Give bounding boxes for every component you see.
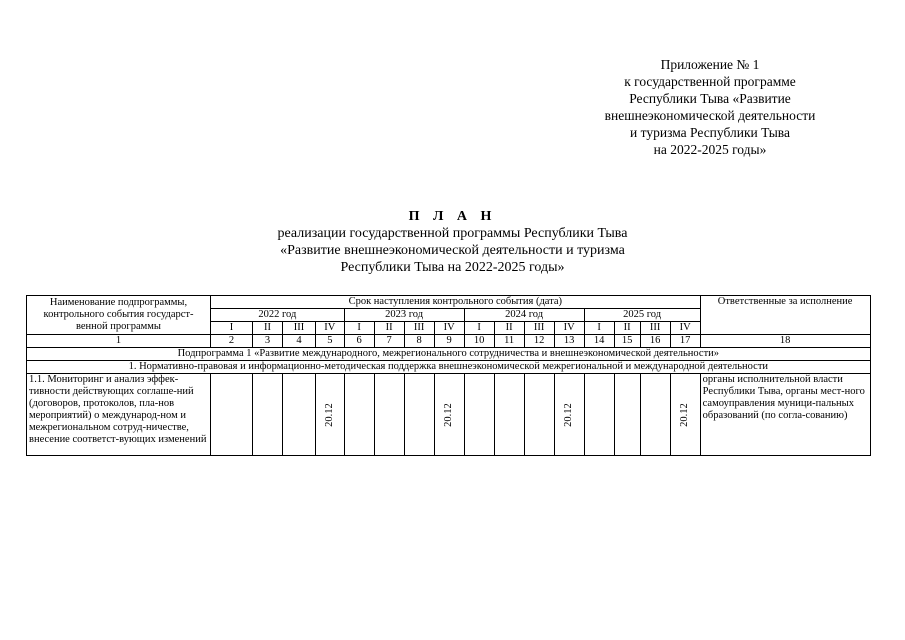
table-row	[27, 374, 871, 456]
date-cell	[494, 374, 524, 456]
appendix-line: на 2022-2025 годы»	[653, 142, 767, 157]
plan-title-line: реализации государственной программы Республики Тыва	[277, 226, 628, 241]
column-number: 1	[27, 335, 211, 348]
appendix-line: Республики Тыва «Развитие	[629, 91, 791, 106]
section-row: 1. Нормативно-правовая и информационно-методическая поддержка внешнеэкономической межрегиональной и международной деятельности	[27, 361, 871, 374]
col-name-header: Наименование подпрограммы, контрольного события государст-венной программы	[27, 296, 211, 335]
deadline-date: 20.12	[679, 402, 691, 427]
date-cell	[524, 374, 554, 456]
responsible-cell: органы исполнительной власти Республики Тыва, органы мест-ного самоуправления муници-пальных образований (по согла-сованию)	[700, 374, 870, 456]
quarter-header: I	[584, 322, 614, 335]
year-header: 2022 год	[211, 309, 345, 322]
date-cell	[584, 374, 614, 456]
date-cell	[464, 374, 494, 456]
quarter-header: I	[344, 322, 374, 335]
quarter-header: III	[283, 322, 316, 335]
appendix-line: внешнеэкономической деятельности	[604, 108, 816, 123]
year-header: 2025 год	[584, 309, 700, 322]
col-deadline-header: Срок наступления контрольного события (дата)	[211, 296, 701, 309]
column-number: 14	[584, 335, 614, 348]
date-cell	[670, 374, 700, 456]
date-cell	[404, 374, 434, 456]
plan-title-line: «Развитие внешнеэкономической деятельности и туризма	[280, 243, 625, 258]
quarter-header: III	[640, 322, 670, 335]
quarter-header: IV	[434, 322, 464, 335]
column-number: 8	[404, 335, 434, 348]
subprogram-row: Подпрограмма 1 «Развитие международного, межрегионального сотрудничества и внешнеэкономической деятельности»	[27, 348, 871, 361]
quarter-header: II	[253, 322, 283, 335]
date-cell	[554, 374, 584, 456]
quarter-header: I	[211, 322, 253, 335]
date-cell	[434, 374, 464, 456]
deadline-date: 20.12	[443, 402, 455, 427]
deadline-date: 20.12	[563, 402, 575, 427]
quarter-header: IV	[670, 322, 700, 335]
column-number: 13	[554, 335, 584, 348]
col-responsible-header: Ответственные за исполнение	[700, 296, 870, 335]
column-number: 12	[524, 335, 554, 348]
year-header: 2023 год	[344, 309, 464, 322]
column-number: 3	[253, 335, 283, 348]
deadline-date: 20.12	[323, 402, 335, 427]
year-header: 2024 год	[464, 309, 584, 322]
plan-table	[26, 295, 871, 456]
quarter-header: II	[494, 322, 524, 335]
column-number: 6	[344, 335, 374, 348]
column-number: 2	[211, 335, 253, 348]
plan-title-line: Республики Тыва на 2022-2025 годы»	[340, 260, 565, 275]
appendix-line: к государственной программе	[624, 74, 796, 89]
date-cell	[253, 374, 283, 456]
column-number: 5	[316, 335, 345, 348]
column-number: 17	[670, 335, 700, 348]
date-cell	[374, 374, 404, 456]
event-name-cell: 1.1. Мониторинг и анализ эффек-тивности действующих соглаше-ний (договоров, протоколов, пла-нов мероприятий) о международ-ном и межрегиональном сотруд-ничестве, внесение соответст-вующих изменений	[27, 374, 211, 456]
appendix-block	[560, 56, 860, 158]
date-cell	[614, 374, 640, 456]
quarter-header: IV	[316, 322, 345, 335]
column-number: 4	[283, 335, 316, 348]
date-cell	[316, 374, 345, 456]
appendix-line: и туризма Республики Тыва	[630, 125, 790, 140]
quarter-header: IV	[554, 322, 584, 335]
column-number: 9	[434, 335, 464, 348]
column-number: 18	[700, 335, 870, 348]
column-number: 15	[614, 335, 640, 348]
column-number: 10	[464, 335, 494, 348]
quarter-header: II	[614, 322, 640, 335]
column-number: 11	[494, 335, 524, 348]
quarter-header: II	[374, 322, 404, 335]
column-number: 16	[640, 335, 670, 348]
quarter-header: I	[464, 322, 494, 335]
quarter-header: III	[524, 322, 554, 335]
quarter-header: III	[404, 322, 434, 335]
date-cell	[640, 374, 670, 456]
date-cell	[211, 374, 253, 456]
column-number-row	[27, 335, 871, 348]
date-cell	[344, 374, 374, 456]
appendix-line: Приложение № 1	[660, 57, 760, 72]
plan-title	[200, 208, 705, 276]
plan-heading: П Л А Н	[408, 209, 497, 224]
date-cell	[283, 374, 316, 456]
column-number: 7	[374, 335, 404, 348]
